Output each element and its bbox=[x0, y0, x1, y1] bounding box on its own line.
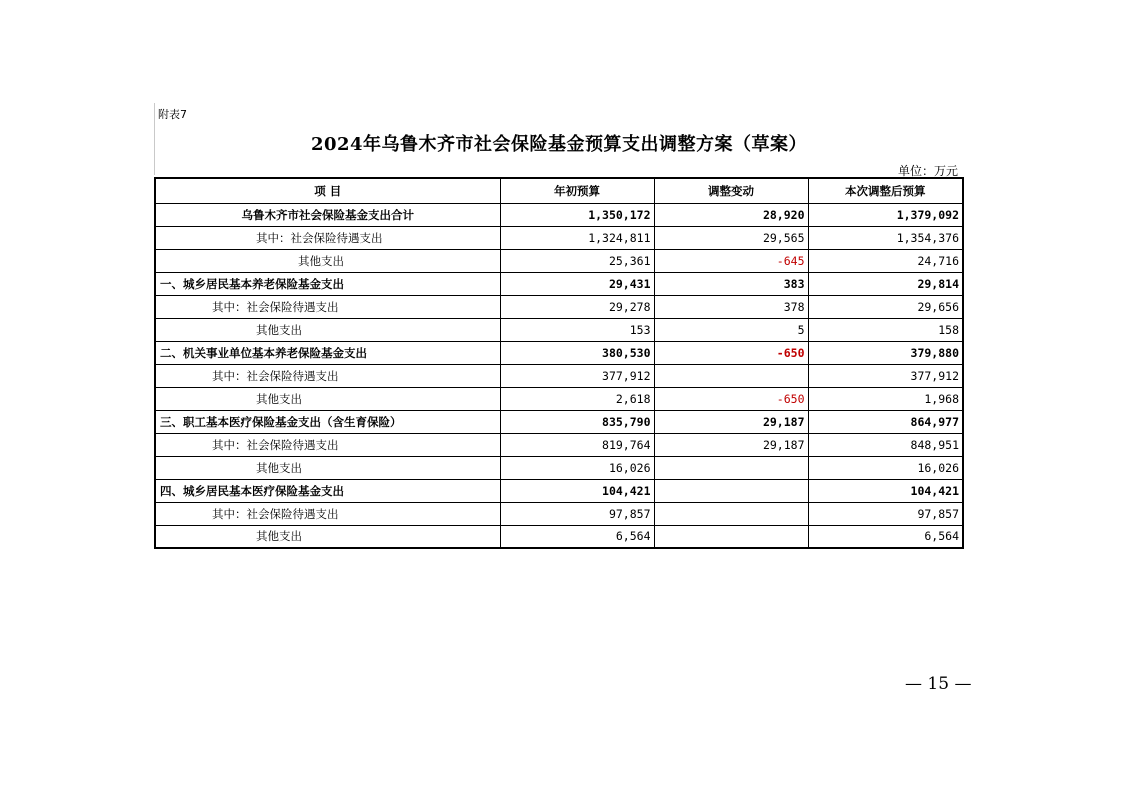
annex-label: 附表7 bbox=[158, 108, 187, 121]
row-change: 378 bbox=[654, 295, 808, 318]
row-initial: 835,790 bbox=[500, 410, 654, 433]
row-initial: 377,912 bbox=[500, 364, 654, 387]
row-change: 5 bbox=[654, 318, 808, 341]
row-adjusted: 6,564 bbox=[808, 525, 963, 548]
row-name: 其中：社会保险待遇支出 bbox=[155, 226, 500, 249]
column-header-adjusted: 本次调整后预算 bbox=[808, 178, 963, 203]
row-initial: 153 bbox=[500, 318, 654, 341]
table-row bbox=[155, 318, 963, 341]
table-row bbox=[155, 433, 963, 456]
row-initial: 29,278 bbox=[500, 295, 654, 318]
table-row bbox=[155, 272, 963, 295]
table-row bbox=[155, 341, 963, 364]
row-name: 其他支出 bbox=[155, 456, 500, 479]
row-initial: 380,530 bbox=[500, 341, 654, 364]
row-name: 三、职工基本医疗保险基金支出（含生育保险） bbox=[155, 410, 500, 433]
column-header-initial: 年初预算 bbox=[500, 178, 654, 203]
row-name: 乌鲁木齐市社会保险基金支出合计 bbox=[155, 203, 500, 226]
budget-table bbox=[154, 177, 964, 549]
table-row bbox=[155, 295, 963, 318]
column-header-item: 项 目 bbox=[155, 178, 500, 203]
row-name: 其他支出 bbox=[155, 249, 500, 272]
row-adjusted: 379,880 bbox=[808, 341, 963, 364]
row-change: -645 bbox=[654, 249, 808, 272]
row-change: -650 bbox=[654, 387, 808, 410]
table-row bbox=[155, 502, 963, 525]
unit-label: 单位：万元 bbox=[897, 164, 958, 178]
row-adjusted: 29,656 bbox=[808, 295, 963, 318]
row-change: -650 bbox=[654, 341, 808, 364]
row-initial: 6,564 bbox=[500, 525, 654, 548]
row-initial: 29,431 bbox=[500, 272, 654, 295]
row-change bbox=[654, 525, 808, 548]
row-adjusted: 158 bbox=[808, 318, 963, 341]
table-header-row bbox=[155, 178, 963, 203]
row-initial: 25,361 bbox=[500, 249, 654, 272]
row-initial: 1,350,172 bbox=[500, 203, 654, 226]
row-change: 29,565 bbox=[654, 226, 808, 249]
table-row bbox=[155, 525, 963, 548]
table-row bbox=[155, 203, 963, 226]
row-name: 其他支出 bbox=[155, 387, 500, 410]
row-adjusted: 377,912 bbox=[808, 364, 963, 387]
row-adjusted: 16,026 bbox=[808, 456, 963, 479]
row-name: 其他支出 bbox=[155, 525, 500, 548]
table-row bbox=[155, 456, 963, 479]
row-change: 29,187 bbox=[654, 433, 808, 456]
row-adjusted: 24,716 bbox=[808, 249, 963, 272]
column-header-change: 调整变动 bbox=[654, 178, 808, 203]
row-initial: 16,026 bbox=[500, 456, 654, 479]
row-initial: 819,764 bbox=[500, 433, 654, 456]
row-initial: 104,421 bbox=[500, 479, 654, 502]
table-row bbox=[155, 410, 963, 433]
row-adjusted: 848,951 bbox=[808, 433, 963, 456]
row-name: 其中：社会保险待遇支出 bbox=[155, 502, 500, 525]
row-change bbox=[654, 456, 808, 479]
row-adjusted: 1,968 bbox=[808, 387, 963, 410]
row-initial: 97,857 bbox=[500, 502, 654, 525]
table-row bbox=[155, 387, 963, 410]
row-adjusted: 29,814 bbox=[808, 272, 963, 295]
table-row bbox=[155, 479, 963, 502]
row-change bbox=[654, 502, 808, 525]
row-name: 一、城乡居民基本养老保险基金支出 bbox=[155, 272, 500, 295]
row-initial: 1,324,811 bbox=[500, 226, 654, 249]
row-adjusted: 864,977 bbox=[808, 410, 963, 433]
row-change: 28,920 bbox=[654, 203, 808, 226]
row-name: 其中：社会保险待遇支出 bbox=[155, 364, 500, 387]
row-initial: 2,618 bbox=[500, 387, 654, 410]
row-name: 四、城乡居民基本医疗保险基金支出 bbox=[155, 479, 500, 502]
table-row bbox=[155, 249, 963, 272]
row-adjusted: 1,354,376 bbox=[808, 226, 963, 249]
row-change: 383 bbox=[654, 272, 808, 295]
document-title: 2024年乌鲁木齐市社会保险基金预算支出调整方案（草案） bbox=[310, 134, 808, 155]
row-change: 29,187 bbox=[654, 410, 808, 433]
table-row bbox=[155, 364, 963, 387]
row-name: 其中：社会保险待遇支出 bbox=[155, 433, 500, 456]
row-adjusted: 1,379,092 bbox=[808, 203, 963, 226]
row-change bbox=[654, 364, 808, 387]
row-name: 二、机关事业单位基本养老保险基金支出 bbox=[155, 341, 500, 364]
table-row bbox=[155, 226, 963, 249]
row-name: 其中：社会保险待遇支出 bbox=[155, 295, 500, 318]
row-adjusted: 97,857 bbox=[808, 502, 963, 525]
page-number: — 15 — bbox=[905, 674, 972, 694]
row-adjusted: 104,421 bbox=[808, 479, 963, 502]
row-name: 其他支出 bbox=[155, 318, 500, 341]
row-change bbox=[654, 479, 808, 502]
